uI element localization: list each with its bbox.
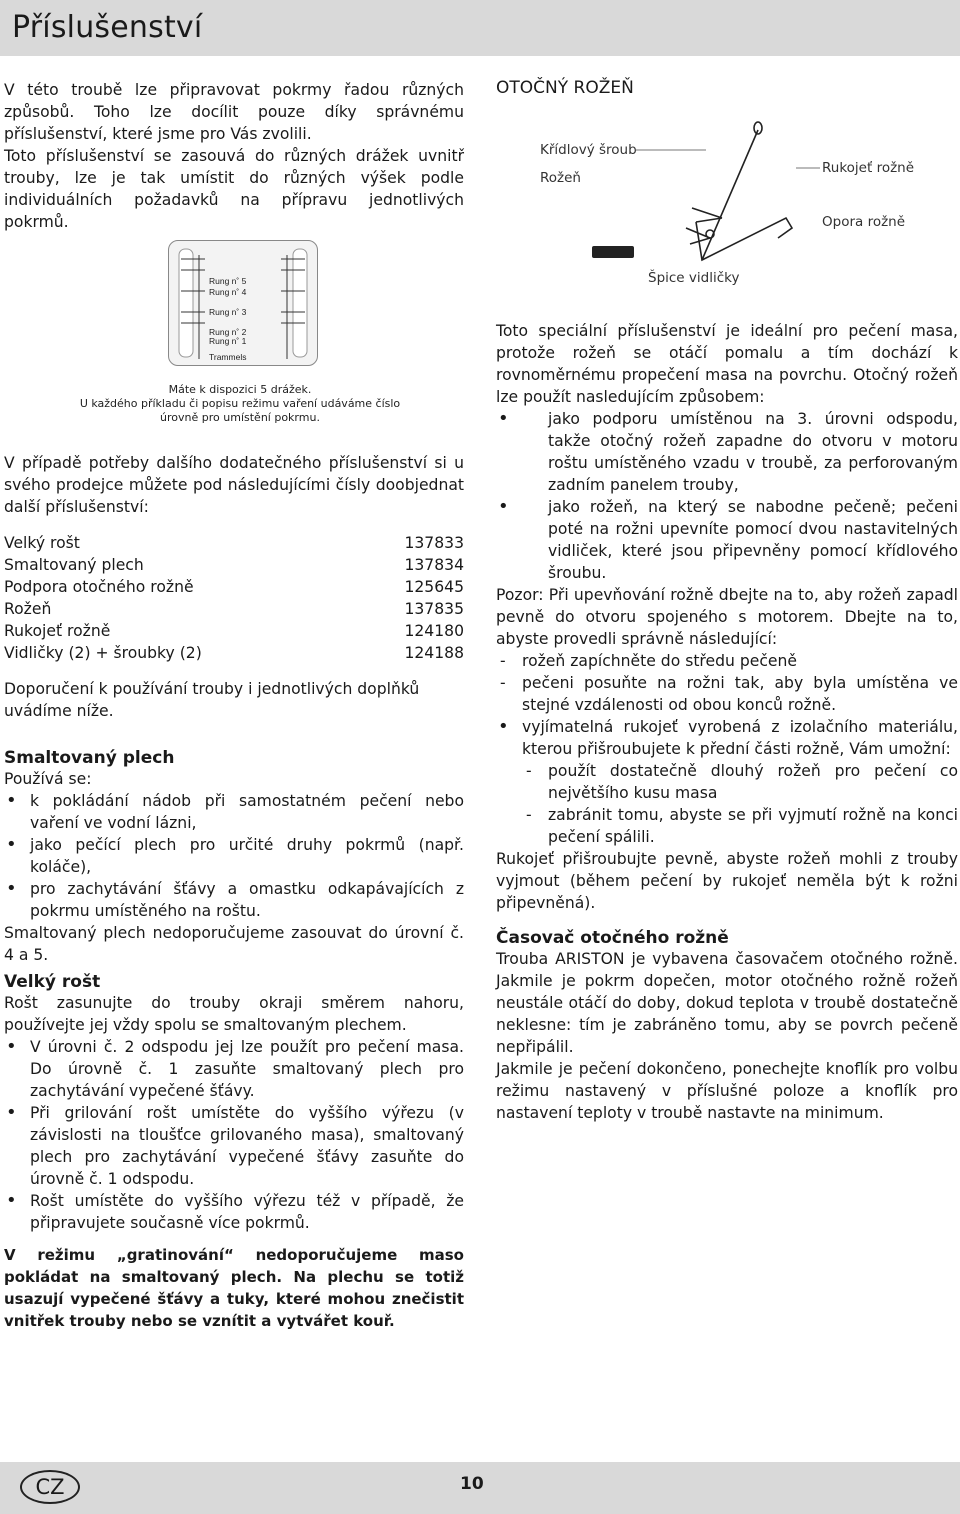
handle-dash-list — [522, 760, 958, 848]
list-item: • jako rožeň, na který se nabodne pečeně; pečeni poté na rožni upevníte pomocí dvou nastavitelných vidliček, které jsou připevněny pomocí křídlového šroubu. — [496, 496, 958, 584]
language-badge: CZ — [20, 1470, 80, 1504]
parts-table — [4, 532, 464, 664]
enamel-note: Smaltovaný plech nedoporučujeme zasouvat do úrovní č. 4 a 5. — [4, 924, 464, 964]
table-row — [4, 554, 464, 576]
rung-1-label: Rung n˚ 1 — [209, 336, 247, 346]
rung-diagram-caption — [60, 383, 420, 425]
list-item: - zabránit tomu, abyste se při vyjmutí rožně na konci pečení spálili. — [522, 804, 958, 848]
part-code: 137835 — [404, 600, 464, 618]
part-name: Vidličky (2) + šroubky (2) — [4, 644, 202, 662]
grill-rack-title: Velký rošt — [4, 972, 101, 992]
enamel-uses-list — [4, 790, 464, 922]
part-code: 124180 — [404, 622, 464, 640]
table-row — [4, 598, 464, 620]
list-item: - použít dostatečně dlouhý rožeň pro pečení co největšího kusu masa — [522, 760, 958, 804]
spit-label: Rožeň — [540, 170, 581, 186]
rotisserie-uses-list — [496, 408, 958, 584]
list-item: • V úrovni č. 2 odspodu jej lze použít pro pečení masa. Do úrovně č. 1 zasuňte smaltovaný plech pro zachytávání vypečené šťávy. — [4, 1036, 464, 1102]
rung-4-label: Rung n˚ 4 — [209, 287, 247, 297]
timer-title: Časovač otočného rožně — [496, 928, 729, 948]
timer-paragraph-2: Jakmile je pečení dokončeno, ponechejte knoflík pro volbu režimu nastavený v příslušné poloze a knoflík pro nastavení teploty v troubě nastavte na minimum. — [496, 1060, 958, 1122]
part-name: Smaltovaný plech — [4, 556, 144, 574]
recommendation-text: Doporučení k používání trouby i jednotlivých doplňků uvádíme níže. — [4, 680, 420, 720]
rotisserie-warning: Pozor: Při upevňování rožně dbejte na to, aby rožeň zapadl pevně do otvoru spojeného s motorem. Dbejte na to, abyste provedli správně následující: — [496, 586, 958, 648]
rung-5-label: Rung n˚ 5 — [209, 276, 247, 286]
rung-2-label: Rung n˚ 2 — [209, 327, 247, 337]
rung-3-label: Rung n˚ 3 — [209, 307, 247, 317]
part-code: 124188 — [404, 644, 464, 662]
part-code: 137833 — [404, 534, 464, 552]
support-label: Opora rožně — [822, 214, 906, 230]
table-row — [4, 642, 464, 664]
page-number: 10 — [460, 1474, 484, 1494]
list-item: • Rošt umístěte do vyššího výřezu též v případě, že připravujete současně více pokrmů. — [4, 1190, 464, 1234]
rotisserie-intro: Toto speciální příslušenství je ideální pro pečení masa, protože rožeň se otáčí pomalu a tím dochází k rovnoměrnému propečení masa na povrchu. Otočný rožeň lze použít nasledujícím způsobem: — [496, 322, 958, 406]
fork-tips-label: Špice vidličky — [648, 270, 740, 286]
list-item: • jako pečící plech pro určité druhy pokrmů (např. koláče), — [4, 834, 464, 878]
rotisserie-diagram — [496, 110, 956, 300]
page-title: Příslušenství — [12, 10, 203, 45]
rotisserie-steps-list — [496, 650, 958, 716]
trammels-label: Trammels — [209, 352, 247, 362]
part-name: Rožeň — [4, 600, 52, 618]
list-item: • k pokládání nádob při samostatném pečení nebo vaření ve vodní lázni, — [4, 790, 464, 834]
rotisserie-title: OTOČNÝ ROŽEŇ — [496, 78, 634, 98]
enamel-title: Smaltovaný plech — [4, 748, 175, 768]
grill-rack-list — [4, 1036, 464, 1234]
enamel-used-label: Používá se: — [4, 770, 92, 788]
list-item: • vyjímatelná rukojeť vyrobená z izolačního materiálu, kterou přišroubujete k přední části rožně, Vám umožní: — [496, 716, 958, 760]
grill-rack-section — [4, 972, 464, 1332]
caption-line-2: U každého příkladu či popisu režimu vaření udáváme číslo úrovně pro umístění pokrmu. — [79, 397, 401, 424]
grill-rack-text: Rošt zasunujte do trouby okraji směrem nahoru, používejte jej vždy spolu se smaltovaným plechem. — [4, 994, 464, 1034]
handle-list — [496, 716, 958, 760]
table-row — [4, 620, 464, 642]
rung-diagram-graphic — [169, 241, 317, 365]
list-item: - pečeni posuňte na rožni tak, aby byla umístěna ve stejné vzdálenosti od obou konců rožně. — [496, 672, 958, 716]
caption-line-1: Máte k dispozici 5 drážek. — [168, 383, 312, 396]
part-code: 125645 — [404, 578, 464, 596]
extra-accessories-section — [4, 452, 464, 722]
table-row — [4, 532, 464, 554]
gratin-warning: V režimu „gratinování“ nedoporučujeme maso pokládat na smaltovaný plech. Na plechu se totiž usazují vypečené šťávy a tuky, které mohou znečistit vnitřek trouby nebo se vznítit a vytvářet kouř. — [4, 1246, 464, 1330]
handle-note: Rukojeť přišroubujte pevně, abyste rožeň mohli z trouby vyjmout (během pečení by rukojeť neměla být k rožni připevněná). — [496, 850, 958, 912]
list-item: - rožeň zapíchněte do středu pečeně — [496, 650, 958, 672]
intro-paragraph-2: Toto příslušenství se zasouvá do různých drážek uvnitř trouby, lze je tak umístit do různých výšek podle individuálních požadavků na přípravu jednotlivých pokrmů. — [4, 147, 464, 231]
list-item: • Při grilování rošt umístěte do vyššího výřezu (v závislosti na tloušťce grilovaného masa), smaltovaný plech pro zachytávání vypečené šťávy zasuňte do úrovně č. 1 odspodu. — [4, 1102, 464, 1190]
part-code: 137834 — [404, 556, 464, 574]
page-header — [0, 0, 960, 56]
part-name: Rukojeť rožně — [4, 622, 111, 640]
list-item: • jako podporu umístěnou na 3. úrovni odspodu, takže otočný rožeň zapadne do otvoru v motoru roštu umístěného vzadu v troubě, za perforovaným zadním panelem trouby, — [496, 408, 958, 496]
part-name: Podpora otočného rožně — [4, 578, 194, 596]
intro-paragraph-1: V této troubě lze připravovat pokrmy řadou různých způsobů. Toho lze docílit pouze díky správnému příslušenství, které jsme pro Vás zvolili. — [4, 81, 464, 143]
intro-section — [4, 79, 464, 233]
list-item: • pro zachytávání šťávy a omastku odkapávajících z pokrmu umístěného na roštu. — [4, 878, 464, 922]
enamel-tray-section — [4, 748, 464, 966]
handle-label: Rukojeť rožně — [822, 160, 915, 176]
rotisserie-section — [496, 320, 958, 1124]
wing-screw-label: Křídlový šroub — [540, 142, 637, 158]
table-row — [4, 576, 464, 598]
extra-text: V případě potřeby dalšího dodatečného příslušenství si u svého prodejce můžete pod následujícími čísly doobjednat další příslušenství: — [4, 454, 464, 516]
timer-paragraph-1: Trouba ARISTON je vybavena časovačem otočného rožně. Jakmile je pokrm dopečen, motor otočného rožně rožeň neustále otáčí do doby, dokud teplota v troubě dostatečně neklesne: tím je zabráněno tomu, aby se povrch pečeně nepřipálil. — [496, 950, 958, 1056]
rung-diagram — [168, 240, 318, 366]
part-name: Velký rošt — [4, 534, 80, 552]
